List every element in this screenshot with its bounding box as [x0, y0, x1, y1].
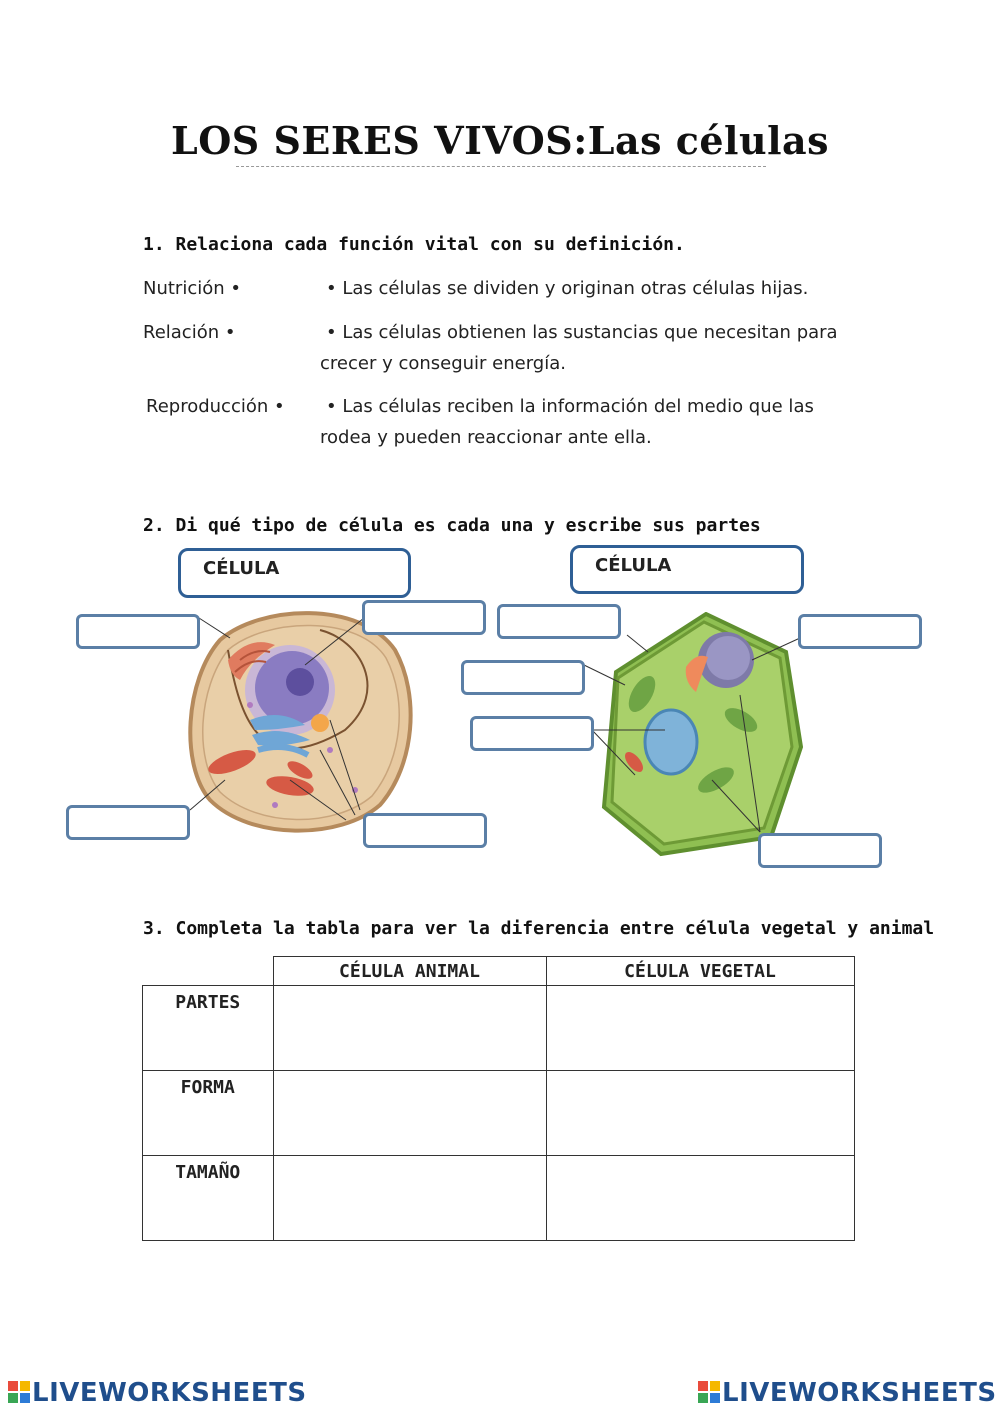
plant-part-field-2[interactable] — [798, 614, 922, 649]
footer-brand-left — [8, 1378, 307, 1408]
footer-brand-right-text: LIVEWORKSHEETS — [722, 1378, 997, 1408]
plant-part-field-4[interactable] — [470, 716, 594, 751]
q1-right-2-line1[interactable]: • Las células obtienen las sustancias que necesitan para — [326, 322, 838, 343]
row-header-partes: PARTES — [143, 986, 274, 1071]
cell-partes-plant[interactable] — [546, 986, 854, 1071]
title-underline — [236, 166, 766, 167]
cell-partes-animal[interactable] — [273, 986, 546, 1071]
col-header-animal: CÉLULA ANIMAL — [273, 957, 546, 986]
q1-right-1-line1[interactable]: • Las células se dividen y originan otras células hijas. — [326, 278, 809, 299]
row-header-forma: FORMA — [143, 1071, 274, 1156]
animal-part-field-1[interactable] — [76, 614, 200, 649]
q1-heading: 1. Relaciona cada función vital con su definición. — [143, 234, 685, 255]
page-title: LOS SERES VIVOS:Las células — [170, 118, 830, 163]
table-corner — [143, 957, 274, 986]
cell-forma-animal[interactable] — [273, 1071, 546, 1156]
q2-heading: 2. Di qué tipo de célula es cada una y escribe sus partes — [143, 515, 761, 536]
liveworksheets-logo-icon — [698, 1381, 720, 1403]
cell-type-input-right[interactable] — [570, 545, 804, 594]
liveworksheets-logo-icon — [8, 1381, 30, 1403]
q1-left-nutricion[interactable]: Nutrición • — [143, 278, 241, 299]
plant-part-field-5[interactable] — [758, 833, 882, 868]
cell-tamano-plant[interactable] — [546, 1156, 854, 1241]
animal-part-field-2[interactable] — [362, 600, 486, 635]
q1-right-3-line1[interactable]: • Las células reciben la información del medio que las — [326, 396, 814, 417]
animal-part-field-3[interactable] — [66, 805, 190, 840]
q1-right-2-line2: crecer y conseguir energía. — [320, 353, 566, 374]
footer-brand-right — [698, 1378, 997, 1408]
plant-part-field-3[interactable] — [461, 660, 585, 695]
cell-type-label-left: CÉLULA — [203, 558, 280, 579]
col-header-plant: CÉLULA VEGETAL — [546, 957, 854, 986]
q1-right-3-line2: rodea y pueden reaccionar ante ella. — [320, 427, 652, 448]
cell-tamano-animal[interactable] — [273, 1156, 546, 1241]
q3-heading: 3. Completa la tabla para ver la diferencia entre célula vegetal y animal — [143, 918, 935, 939]
cell-type-label-right: CÉLULA — [595, 555, 672, 576]
comparison-table — [142, 956, 855, 1241]
cell-forma-plant[interactable] — [546, 1071, 854, 1156]
animal-part-field-4[interactable] — [363, 813, 487, 848]
q1-left-reproduccion[interactable]: Reproducción • — [146, 396, 285, 417]
q1-left-relacion[interactable]: Relación • — [143, 322, 236, 343]
row-header-tamano: TAMAÑO — [143, 1156, 274, 1241]
plant-part-field-1[interactable] — [497, 604, 621, 639]
footer-brand-left-text: LIVEWORKSHEETS — [32, 1378, 307, 1408]
